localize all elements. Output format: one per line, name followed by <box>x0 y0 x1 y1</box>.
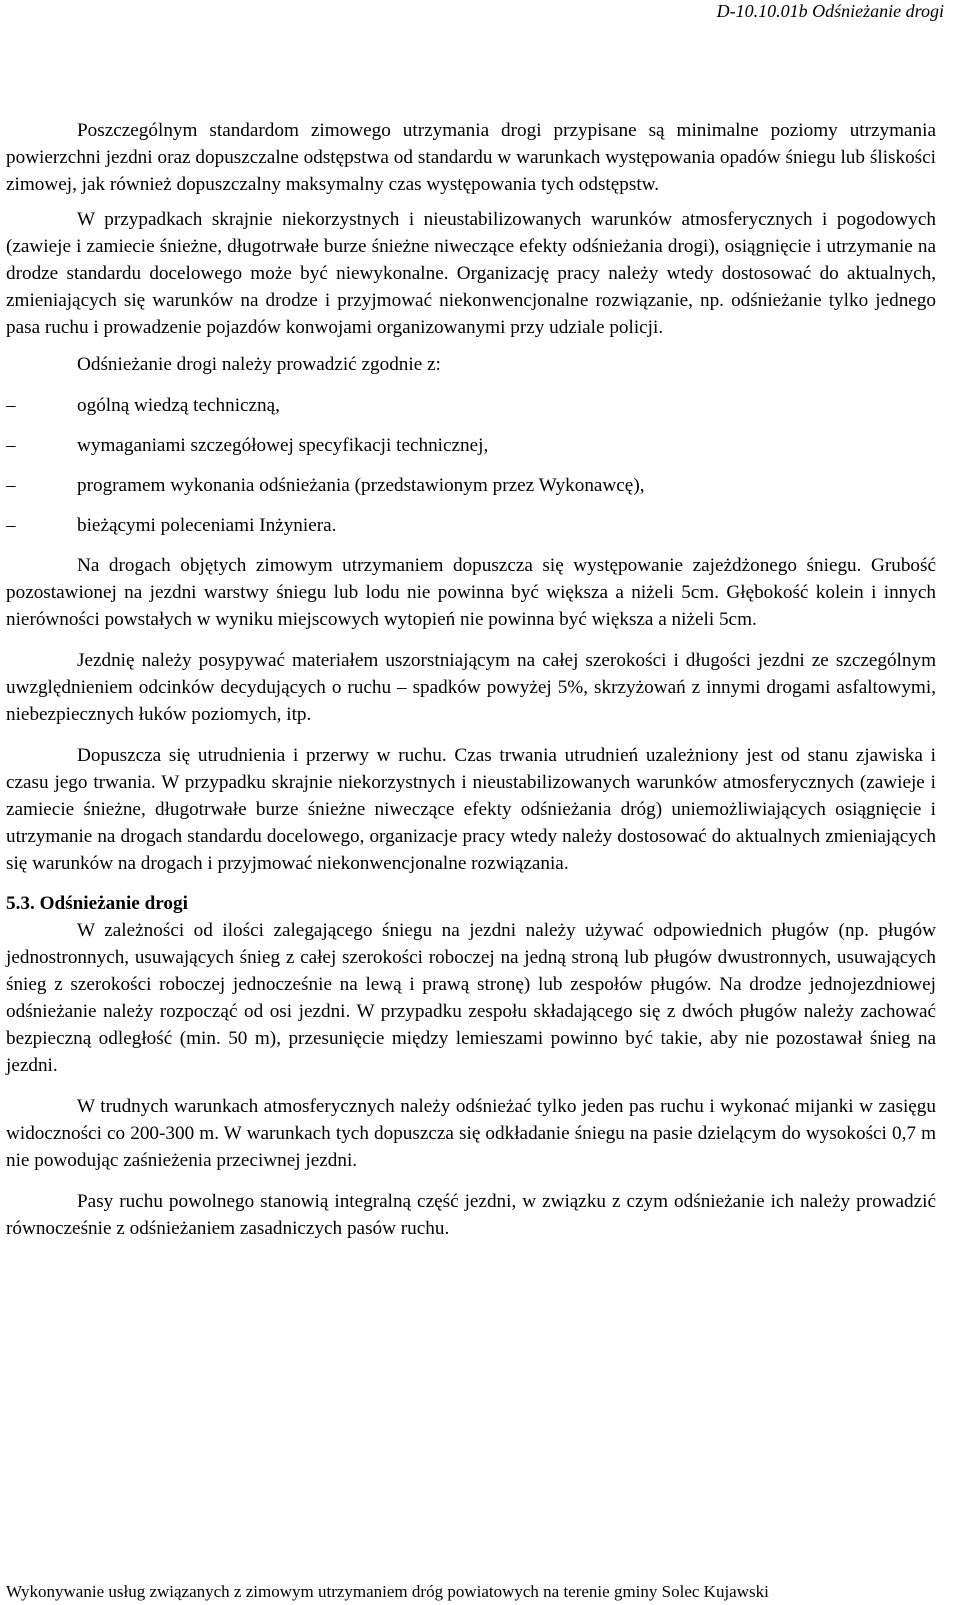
document-body <box>6 117 936 1242</box>
dash-bullet-icon: – <box>6 515 16 536</box>
dash-bullet-icon: – <box>6 435 16 456</box>
paragraph-standards: Poszczególnym standardom zimowego utrzymania drogi przypisane są minimalne poziomy utrzymania powierzchni jezdni oraz dopuszczalne odstępstwa od standardu w warunkach występowania opadów śniegu lub śliskości zimowej, jak również dopuszczalny maksymalny czas występowania tych odstępstw. <box>6 120 936 195</box>
list-item <box>6 472 936 499</box>
list-item-text: programem wykonania odśnieżania (przedstawionym przez Wykonawcę), <box>77 475 645 496</box>
paragraph-packed-snow: Na drogach objętych zimowym utrzymaniem dopuszcza się występowanie zajeżdżonego śniegu. Grubość pozostawionej na jezdni warstwy śniegu lub lodu nie powinna być większa a niżeli 5cm. Głębokość kolein i innych nierówności powstałych w wyniku miejscowych wytopień nie powinna być większa a niżeli 5cm. <box>6 555 936 630</box>
document-footer: Wykonywanie usług związanych z zimowym utrzymaniem dróg powiatowych na terenie gminy Solec Kujawski <box>6 1582 769 1601</box>
list-item <box>6 432 936 459</box>
paragraph-difficult-conditions: W trudnych warunkach atmosferycznych należy odśnieżać tylko jeden pas ruchu i wykonać mijanki w zasięgu widoczności co 200-300 m. W warunkach tych dopuszcza się odkładanie śniegu na pasie dzielącym do wysokości 0,7 m nie powodując zaśnieżenia przeciwnej jezdni. <box>6 1096 936 1171</box>
list-item <box>6 392 936 419</box>
paragraph-slow-lanes: Pasy ruchu powolnego stanowią integralną część jezdni, w związku z czym odśnieżanie ich należy prowadzić równocześnie z odśnieżaniem zasadniczych pasów ruchu. <box>6 1191 936 1239</box>
dash-bullet-icon: – <box>6 395 16 416</box>
paragraph-snow-removal-intro: Odśnieżanie drogi należy prowadzić zgodnie z: <box>77 354 441 375</box>
list-item-text: bieżącymi poleceniami Inżyniera. <box>77 515 337 536</box>
paragraph-plows: W zależności od ilości zalegającego śniegu na jezdni należy używać odpowiednich pługów (np. pługów jednostronnych, usuwających śnieg z całej szerokości roboczej na jedną stroną lub pługów dwustronnych, usuwających śnieg z szerokości roboczej jednocześnie na lewą i prawą stronę) lub zespołów pługów. Na drodze jednojezdniowej odśnieżanie należy rozpocząć od osi jezdni. W przypadku zespołu składającego się z dwóch pługów należy zachować bezpieczną odległość (min. 50 m), przesunięcie między lemieszami powinno być takie, aby nie pozostawał śnieg na jezdni. <box>6 920 936 1076</box>
section-heading: 5.3. Odśnieżanie drogi <box>6 893 188 914</box>
paragraph-gritting: Jezdnię należy posypywać materiałem uszorstniającym na całej szerokości i długości jezdni ze szczególnym uwzględnieniem odcinków decydujących o ruchu – spadków powyżej 5%, skrzyżowań z innymi drogami asfaltowymi, niebezpiecznych łuków poziomych, itp. <box>6 650 936 725</box>
list-item-text: ogólną wiedzą techniczną, <box>77 395 280 416</box>
list-item-text: wymaganiami szczegółowej specyfikacji technicznej, <box>77 435 489 456</box>
requirements-list <box>6 392 936 539</box>
paragraph-extreme-conditions: W przypadkach skrajnie niekorzystnych i nieustabilizowanych warunków atmosferycznych i pogodowych (zawieje i zamiecie śnieżne, długotrwałe burze śnieżne niweczące efekty odśnieżania drogi), osiągnięcie i utrzymanie na drodze standardu docelowego może być niewykonalne. Organizację pracy należy wtedy dostosować do aktualnych, zmieniających się warunków na drodze i przyjmować niekonwencjonalne rozwiązanie, np. odśnieżanie tylko jednego pasa ruchu i prowadzenie pojazdów konwojami organizowanymi przy udziale policji. <box>6 209 936 338</box>
dash-bullet-icon: – <box>6 475 16 496</box>
list-item <box>6 512 936 539</box>
document-reference-header: D-10.10.01b Odśnieżanie drogi <box>716 1 944 21</box>
paragraph-traffic-disruptions: Dopuszcza się utrudnienia i przerwy w ruchu. Czas trwania utrudnień uzależniony jest od stanu zjawiska i czasu jego trwania. W przypadku skrajnie niekorzystnych i nieustabilizowanych warunków atmosferycznych (zawieje i zamiecie śnieżne, długotrwałe burze śnieżne niweczące efekty odśnieżania dróg) uniemożliwiających osiągnięcie i utrzymanie na drogach standardu docelowego, organizacje pracy wtedy należy dostosować do aktualnych zmieniających się warunków na drogach i przyjmować niekonwencjonalne rozwiązania. <box>6 745 936 874</box>
